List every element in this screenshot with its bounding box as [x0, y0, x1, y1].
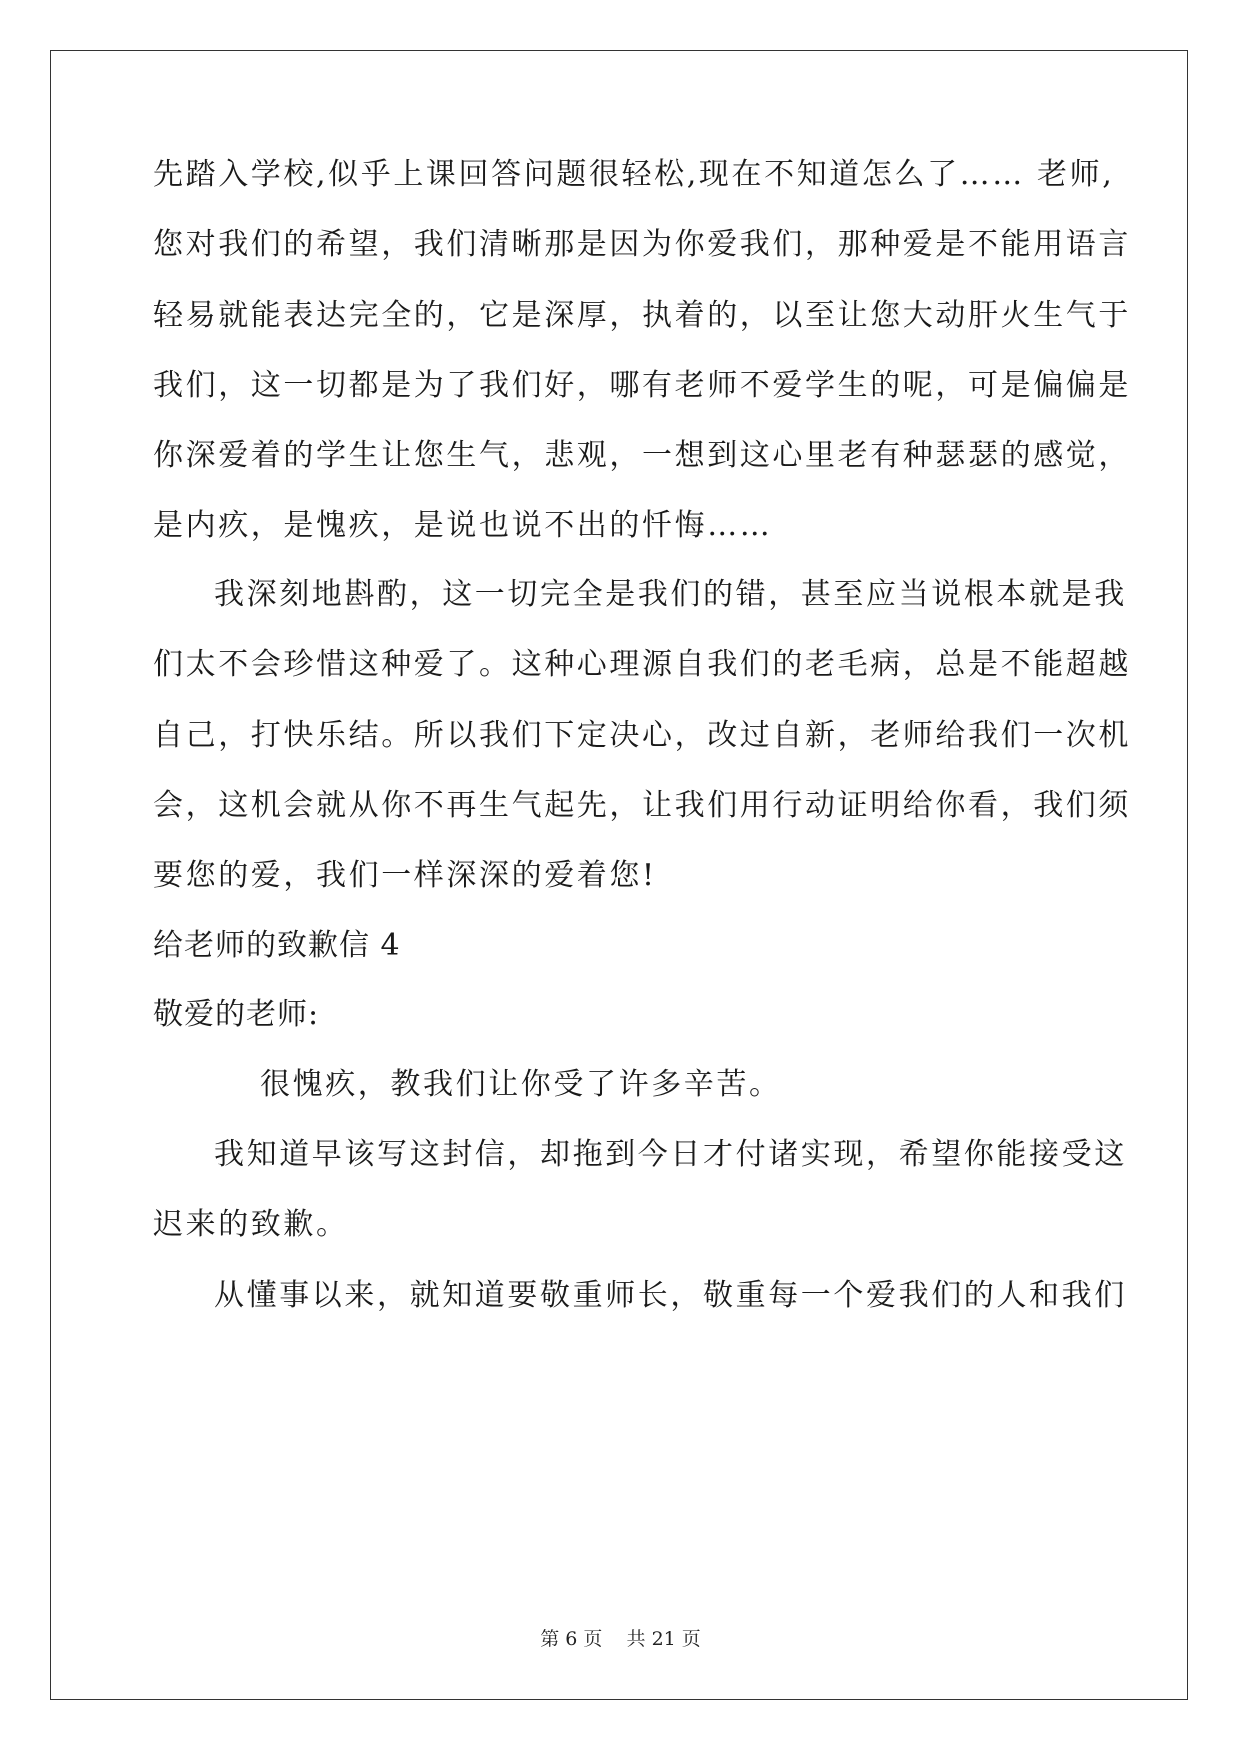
paragraph-line: 您对我们的希望，我们清晰那是因为你爱我们，那种爱是不能用语言 [153, 227, 1131, 262]
section-heading: 给老师的致歉信 4 [153, 928, 401, 963]
paragraph-line: 轻易就能表达完全的，它是深厚，执着的，以至让您大动肝火生气于 [153, 298, 1131, 333]
salutation: 敬爱的老师: [153, 997, 320, 1032]
paragraph-line: 我们，这一切都是为了我们好，哪有老师不爱学生的呢，可是偏偏是 [153, 368, 1131, 403]
paragraph-line: 们太不会珍惜这种爱了。这种心理源自我们的老毛病，总是不能超越 [153, 647, 1131, 682]
paragraph-line: 我知道早该写这封信，却拖到今日才付诸实现，希望你能接受这 [214, 1137, 1127, 1172]
page-footer: 第 6 页 共 21 页 [540, 1628, 701, 1650]
paragraph-line: 你深爱着的学生让您生气，悲观，一想到这心里老有种瑟瑟的感觉， [153, 438, 1131, 473]
paragraph-line: 我深刻地斟酌，这一切完全是我们的错，甚至应当说根本就是我 [214, 577, 1127, 612]
paragraph-line: 很愧疚，教我们让你受了许多辛苦。 [260, 1067, 782, 1102]
paragraph-line: 从懂事以来，就知道要敬重师长，敬重每一个爱我们的人和我们 [214, 1278, 1127, 1313]
paragraph-line: 自己，打快乐结。所以我们下定决心，改过自新，老师给我们一次机 [153, 718, 1131, 753]
paragraph-line: 先踏入学校,似乎上课回答问题很轻松,现在不知道怎么了…… 老师, [153, 157, 1115, 192]
paragraph-line: 会，这机会就从你不再生气起先，让我们用行动证明给你看，我们须 [153, 788, 1131, 823]
paragraph-line: 迟来的致歉。 [153, 1207, 349, 1242]
paragraph-line: 是内疚，是愧疚，是说也说不出的忏悔…… [153, 508, 773, 543]
paragraph-line: 要您的爱，我们一样深深的爱着您! [153, 858, 657, 893]
